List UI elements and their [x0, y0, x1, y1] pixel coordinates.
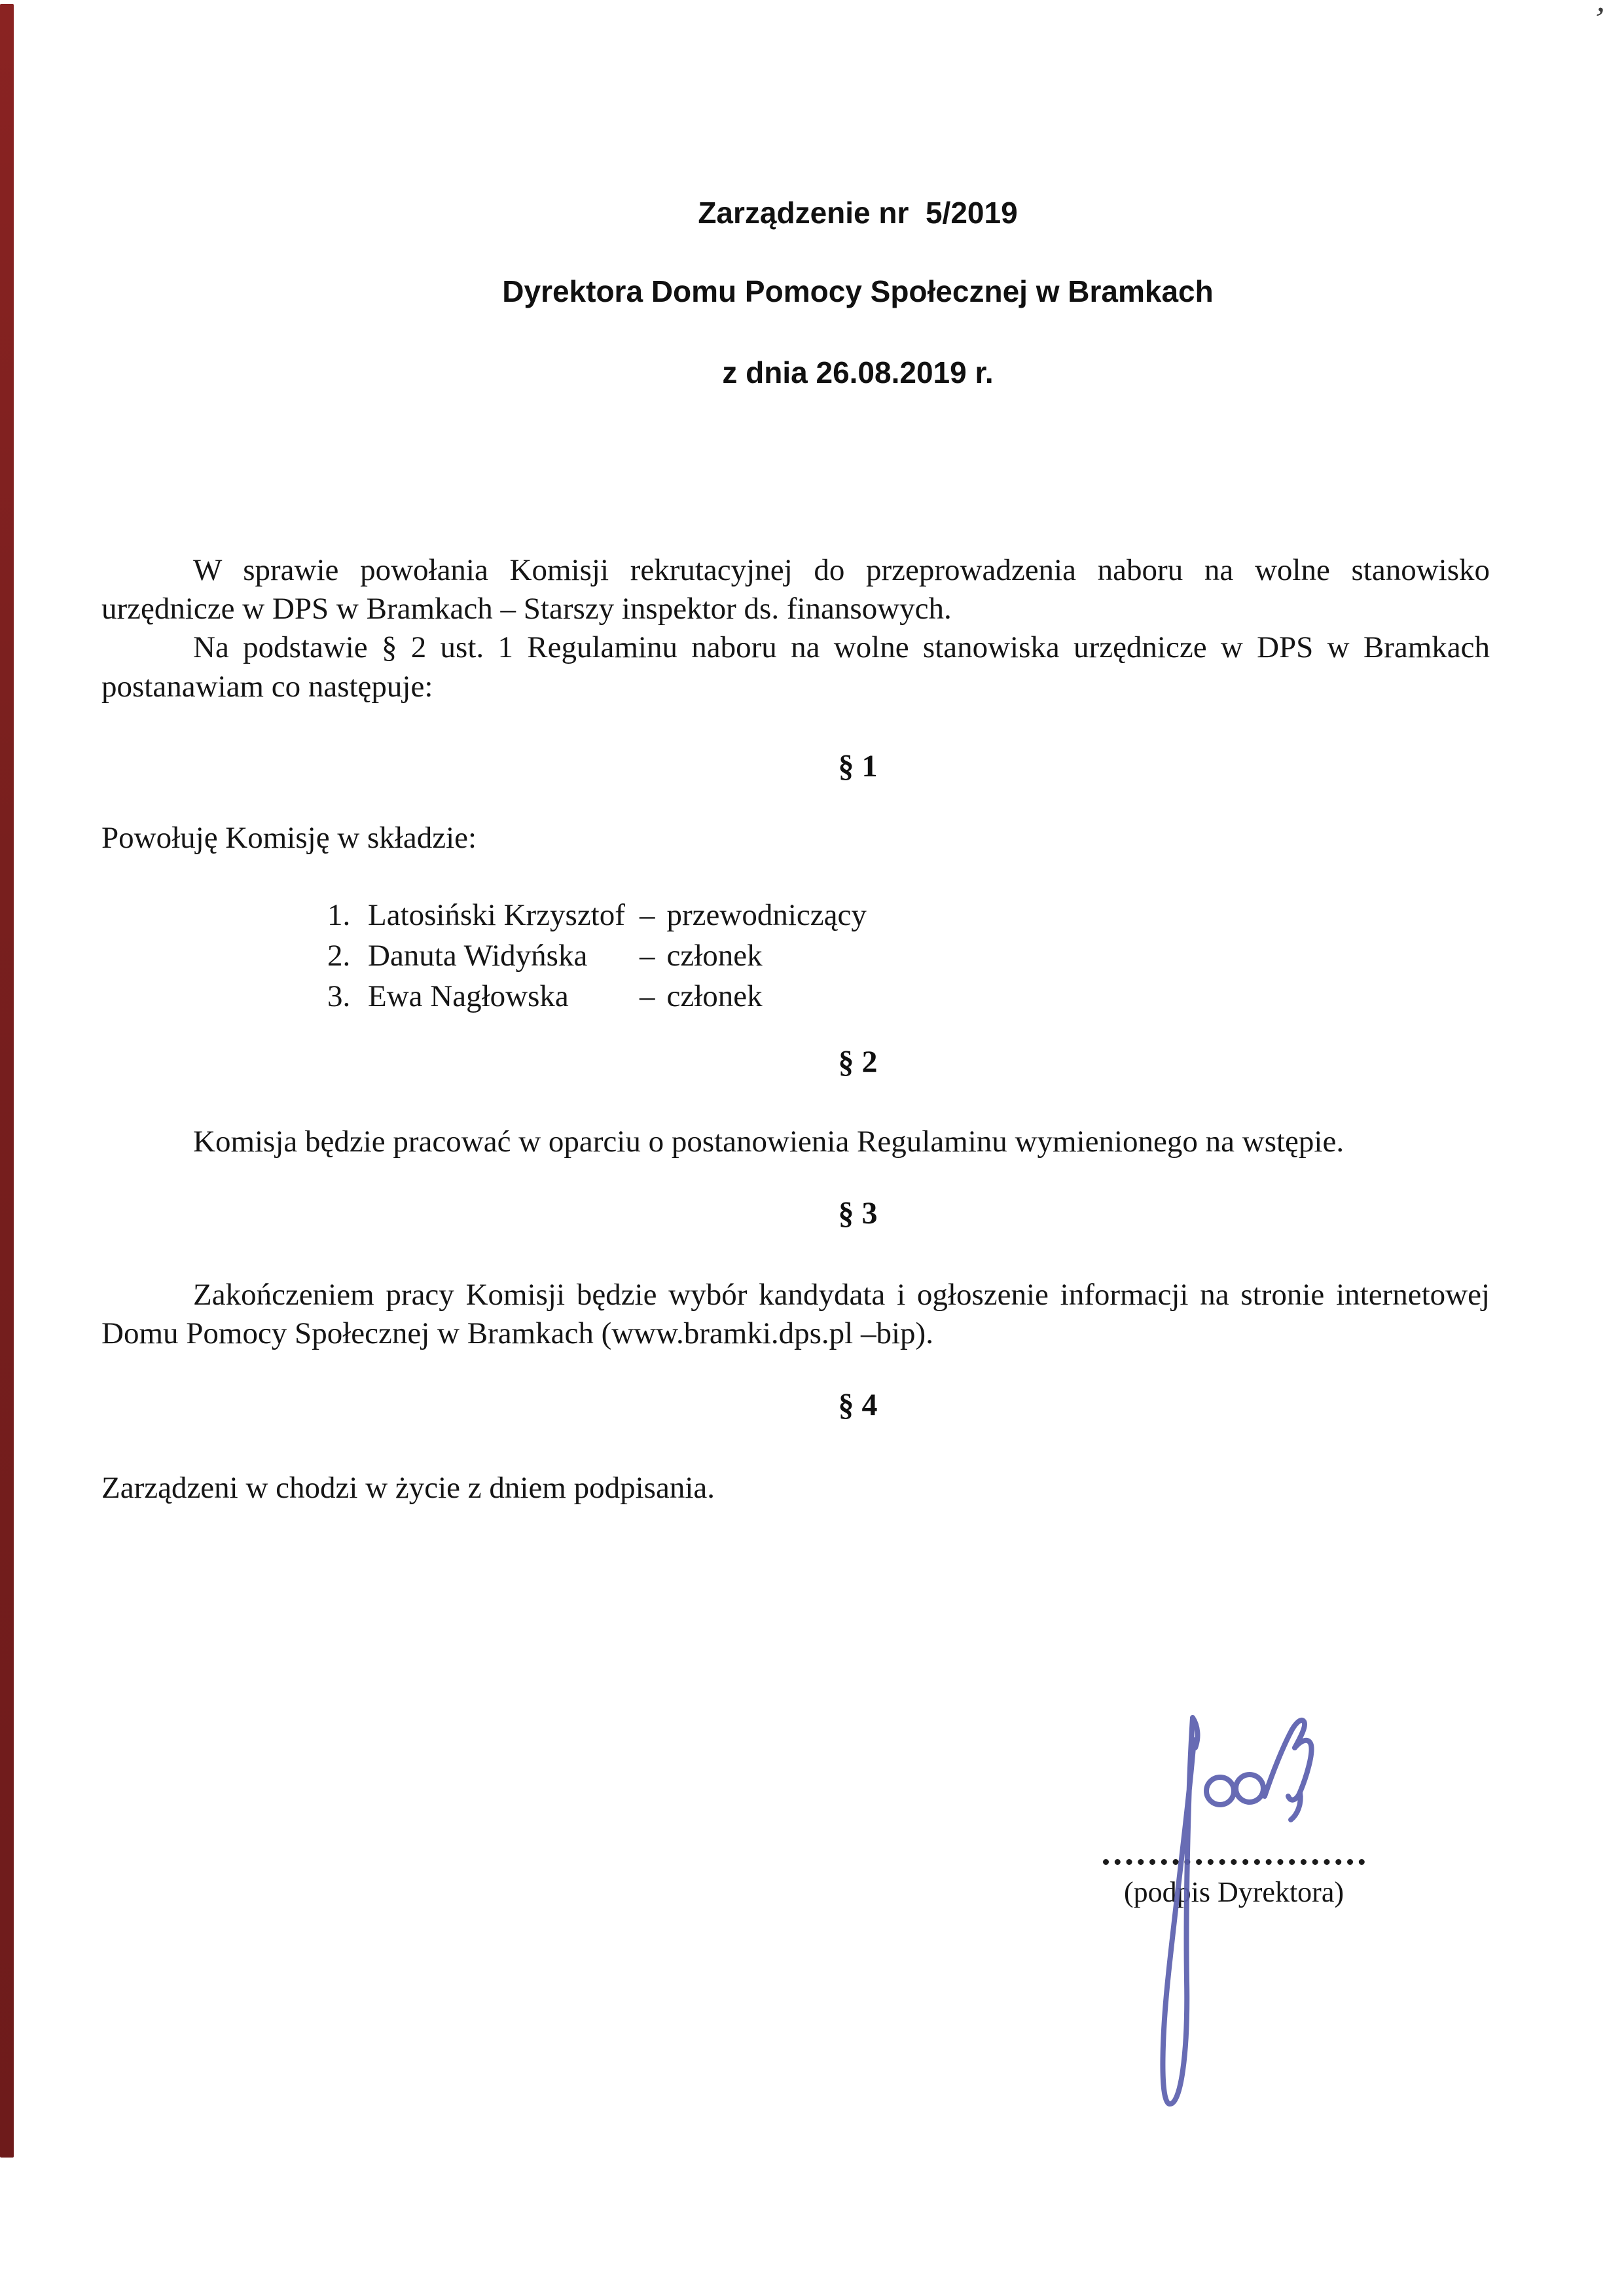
signature-block — [1080, 1808, 1388, 1909]
member-number: 3. — [327, 979, 351, 1013]
member-dash: – — [640, 938, 655, 973]
section-1-heading: § 1 — [838, 748, 878, 784]
document-title-issuer: Dyrektora Domu Pomocy Społecznej w Bramkach — [502, 274, 1214, 308]
section-3-heading: § 3 — [838, 1196, 878, 1231]
intro-paragraph: W sprawie powołania Komisji rekrutacyjnej do przeprowadzenia naboru na wolne stanowisko urzędnicze w DPS w Bramkach – Starszy inspektor ds. finansowych. — [101, 553, 1490, 626]
member-role: członek — [666, 938, 763, 973]
scan-corner-mark: ’ — [1589, 0, 1608, 39]
member-number: 1. — [327, 897, 351, 932]
signature-caption: (podpis Dyrektora) — [1123, 1876, 1344, 1908]
member-name: Danuta Widyńska — [368, 938, 588, 973]
section-2-heading: § 2 — [838, 1044, 878, 1079]
section-4-body: Zarządzeni w chodzi w życie z dniem podpisania. — [101, 1470, 715, 1505]
member-dash: – — [640, 897, 655, 932]
document-title-number: Zarządzenie nr 5/2019 — [698, 196, 1018, 230]
document-title-date: z dnia 26.08.2019 r. — [722, 355, 994, 389]
section-4-heading: § 4 — [838, 1388, 878, 1423]
section-3-body: Zakończeniem pracy Komisji będzie wybór kandydata i ogłoszenie informacji na stronie internetowej Domu Pomocy Społecznej w Bramkach (www.bramki.dps.pl –bip). — [101, 1277, 1490, 1351]
committee-member-row — [327, 935, 1490, 976]
legal-basis-paragraph: Na podstawie § 2 ust. 1 Regulaminu naboru na wolne stanowiska urzędnicze w DPS w Bramkach postanawiam co następuje: — [101, 630, 1490, 704]
committee-member-row — [327, 895, 1490, 935]
signature-dotted-line — [1103, 1859, 1365, 1865]
member-name: Latosiński Krzysztof — [368, 897, 625, 932]
handwritten-signature — [1130, 1699, 1346, 2131]
committee-member-list — [327, 895, 1490, 1017]
member-role: przewodniczący — [666, 897, 867, 932]
committee-member-row — [327, 976, 1490, 1017]
member-number: 2. — [327, 938, 351, 973]
committee-lead-text: Powołuję Komisję w składzie: — [101, 821, 477, 856]
member-name: Ewa Nagłowska — [368, 979, 569, 1013]
member-role: członek — [666, 979, 763, 1013]
scan-edge-strip — [0, 4, 14, 2158]
section-2-body: Komisja będzie pracować w oparciu o postanowienia Regulaminu wymienionego na wstępie. — [193, 1125, 1344, 1159]
member-dash: – — [640, 979, 655, 1013]
